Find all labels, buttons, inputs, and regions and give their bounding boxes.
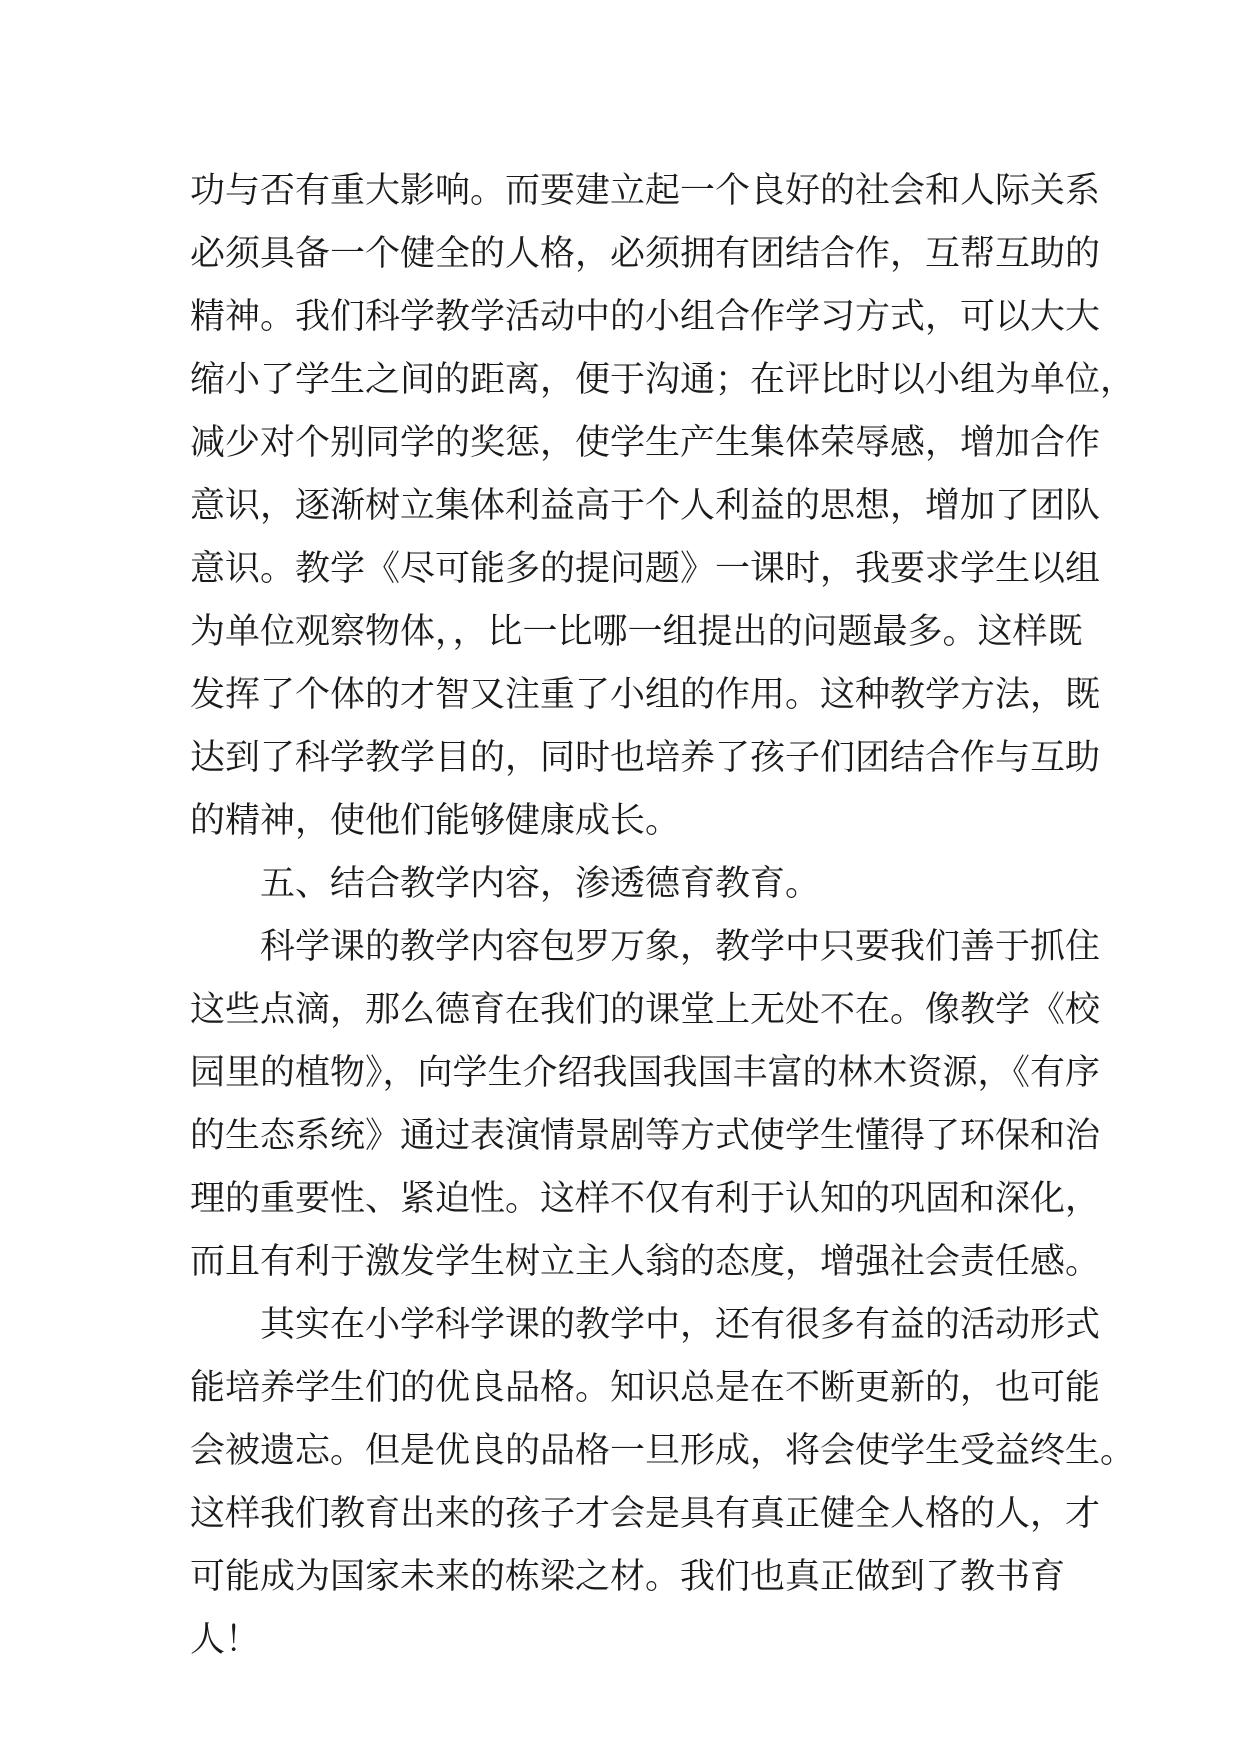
text-line: 科学课的教学内容包罗万象，教学中只要我们善于抓住 — [260, 927, 1101, 967]
text-line: 而且有利于激发学生树立主人翁的态度，增强社会责任感。 — [190, 1242, 1101, 1282]
text-line: 可能成为国家未来的栋梁之材。我们也真正做到了教书育 — [190, 1557, 1066, 1597]
text-line: 功与否有重大影响。而要建立起一个良好的社会和人际关系 — [190, 171, 1101, 211]
text-line: 这些点滴，那么德育在我们的课堂上无处不在。像教学《校 — [190, 990, 1101, 1030]
text-line: 意识，逐渐树立集体利益高于个人利益的思想，增加了团队 — [190, 486, 1101, 526]
text-line: 发挥了个体的才智又注重了小组的作用。这种教学方法，既 — [190, 675, 1101, 715]
text-line: 会被遗忘。但是优良的品格一旦形成，将会使学生受益终生。 — [190, 1431, 1136, 1471]
text-line: 减少对个别同学的奖惩，使学生产生集体荣辱感，增加合作 — [190, 423, 1101, 463]
text-line: 这样我们教育出来的孩子才会是具有真正健全人格的人，才 — [190, 1494, 1101, 1534]
text-line: 其实在小学科学课的教学中，还有很多有益的活动形式 — [260, 1305, 1101, 1345]
text-line: 园里的植物》，向学生介绍我国我国丰富的林木资源，《有序 — [190, 1053, 1101, 1093]
text-line: 能培养学生们的优良品格。知识总是在不断更新的，也可能 — [190, 1368, 1101, 1408]
text-line: 缩小了学生之间的距离，便于沟通；在评比时以小组为单位， — [190, 360, 1136, 400]
text-line: 必须具备一个健全的人格，必须拥有团结合作，互帮互助的 — [190, 234, 1101, 274]
body-text — [190, 160, 1136, 1672]
text-line: 理的重要性、紧迫性。这样不仅有利于认知的巩固和深化， — [190, 1179, 1101, 1219]
text-line: 的精神，使他们能够健康成长。 — [190, 801, 681, 841]
text-line: 意识。教学《尽可能多的提问题》一课时，我要求学生以组 — [190, 549, 1101, 589]
text-line: 五、结合教学内容，渗透德育教育。 — [260, 864, 821, 904]
text-line: 为单位观察物体，，比一比哪一组提出的问题最多。这样既 — [190, 612, 1083, 652]
text-line: 精神。我们科学教学活动中的小组合作学习方式，可以大大 — [190, 297, 1101, 337]
text-line: 的生态系统》通过表演情景剧等方式使学生懂得了环保和治 — [190, 1116, 1101, 1156]
text-line: 人！ — [190, 1620, 261, 1660]
text-line: 达到了科学教学目的，同时也培养了孩子们团结合作与互助 — [190, 738, 1101, 778]
